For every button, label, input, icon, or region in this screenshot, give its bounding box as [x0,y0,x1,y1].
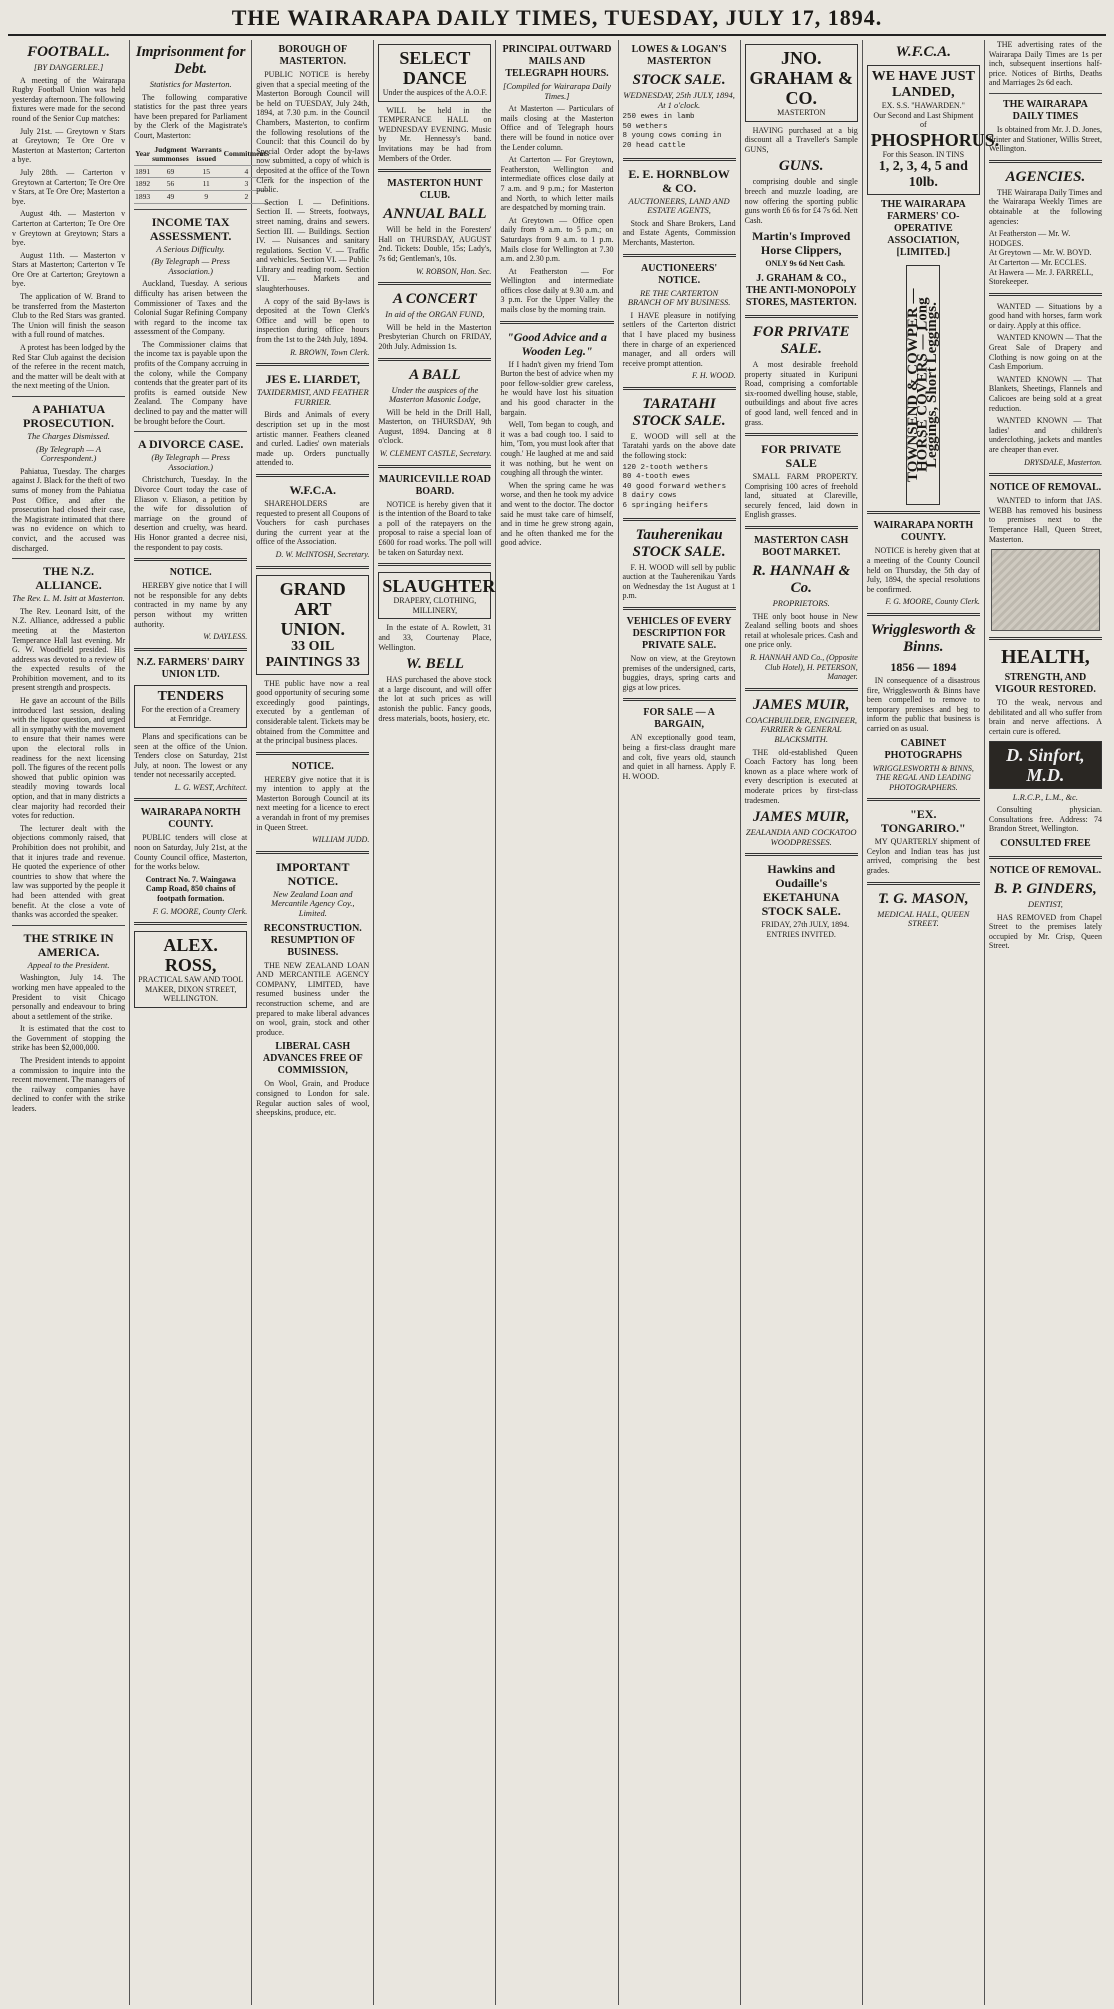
list-item: At Featherston — Mr. W. HODGES. [988,229,1071,248]
vehicles-heading: VEHICLES OF EVERY DESCRIPTION FOR PRIVATE SALE. [626,616,732,651]
divorce-telegraph-tag: (By Telegraph — Press Association.) [151,452,230,472]
tauherenikau-heading: Tauherenikau STOCK SALE. [632,526,726,560]
strike-paragraph: It is estimated that the cost to the Government of stopping the strike has been $2,000,000. [12,1024,126,1053]
slaughter-subheading: DRAPERY, CLOTHING, MILLINERY, [393,596,477,615]
masonic-ball-signature: W. CLEMENT CASTLE, Secretary. [379,449,492,459]
strike-paragraph: The President intends to appoint a commission to inquire into the recent movement. The managers of the railway companies have declined to confer with the strike leaders. [12,1056,126,1114]
hornblow-heading: E. E. HORNBLOW & CO. [628,166,730,195]
dairy-union-heading: N.Z. FARMERS' DAIRY UNION LTD. [136,656,245,680]
table-header: Judgment summonses [151,144,190,166]
binns-heading: Wrigglesworth & Binns. [870,621,976,655]
ross-subheading: PRACTICAL SAW AND TOOL MAKER, DIXON STREET, WELLINGTON. [138,975,244,1004]
column-rule [378,358,491,361]
muir-paragraph: THE old-established Queen Coach Factory has long been known as a place where work of every description is executed at moderate prices by first-class tradesmen. [744,747,858,805]
liardet-paragraph: Birds and Animals of every description set up in the most artistic manner. Feathers cleaned and curled. Ladies' own materials made up. Orders punctually attended to. [256,410,370,468]
column-rule [745,433,858,436]
townsend-vertical-advert: TOWNSEND & COWPER — HORSE COVERS — Long Leggings, Short Leggings. [906,265,940,505]
art-union-subheading: 33 OIL PAINTINGS 33 [265,638,360,670]
column-rule [500,321,613,324]
column-rule [256,752,369,755]
clippers-heading: Martin's Improved Horse Clippers, [752,229,851,258]
masonic-ball-heading: A BALL [409,366,461,383]
column-rule [256,363,369,366]
alliance-paragraph: He gave an account of the Bills introduced last session, dealing with the liquor question, and urged all in sympathy with the movement to ensure that their names were upon the electoral rolls in readiness for the next licensing poll. The figures of the recent polls showed that public opinion was steadily moving towards local option, and that in many districts a clear majority had recorded their votes for reduction. [12,696,126,821]
strike-subheading: Appeal to the President. [27,959,110,970]
mason-subheading: MEDICAL HALL, QUEEN STREET. [877,908,970,929]
table-cell: 9 [190,190,223,203]
table-cell: 1893 [134,190,151,203]
masthead: THE WAIRARAPA DAILY TIMES, TUESDAY, JULY 17, 1894. [8,6,1106,36]
column-rule [623,158,736,161]
mails-paragraph: At Featherston — For Wellington and intermediate offices close daily at 9.30 a.m. and 3 p.m. For the Upper Valley the mails close by the morning train. [500,266,614,315]
bargain-heading: FOR SALE — A BARGAIN, [643,707,715,731]
wanted-paragraph: WANTED KNOWN — That the Great Sale of Drapery and Clothing is now going on at the Cash Emporium. [988,333,1102,372]
phosphorus-paragraph: For this Season. IN TINS [882,149,965,159]
dance-heading: SELECT DANCE [399,48,471,88]
hawkins-paragraph: FRIDAY, 27th JULY, 1894. ENTRIES INVITED. [761,920,850,939]
muir-heading: JAMES MUIR, [752,696,850,713]
tenders-heading: TENDERS [157,688,224,704]
column-rule [378,169,491,172]
concert-heading: A CONCERT [392,291,477,308]
column-rule [623,254,736,257]
debt-paragraph: The following comparative statistics for the past three years have been prepared for Parliament by the Clerk of the Magistrate's Court, Masterton: [134,92,248,140]
important-notice-subheading: New Zealand Loan and Mercantile Agency Coy., Limited. [270,888,355,919]
column-rule [989,637,1102,640]
column-rule [623,698,736,701]
mason-heading: T. G. MASON, [877,890,969,907]
north-county-heading: WAIRARAPA NORTH COUNTY. [873,520,974,544]
tax-paragraph: Auckland, Tuesday. A serious difficulty has arisen between the Commissioner of Taxes and the Colonial Sugar Refining Company with regard to the income tax assessment of the Company. [134,279,248,337]
column-1 [8,40,130,2005]
column-rule [378,465,491,468]
annual-ball-heading: ANNUAL BALL [383,206,487,223]
art-union-paragraph: THE public have now a real good opportunity of securing some exceedingly good paintings, executed by a gentleman of considerable talent. Tickets may be obtained from the Committee and at the principal business places. [256,678,370,746]
wanted-paragraph: WANTED KNOWN — That Blankets, Sheetings, Flannels and Calicoes are being sold at a great reduction. [988,374,1102,413]
table-cell: 1891 [134,165,151,178]
wanted-paragraph: WANTED — Situations by a good hand with horses, farm work or dairy. Apply at this office. [988,301,1102,330]
notice-of-removal-heading: NOTICE OF REMOVAL. [989,482,1102,494]
private-sale-heading: FOR PRIVATE SALE [761,442,842,471]
borough-paragraph: PUBLIC NOTICE is hereby given that a special meeting of the Masterton Borough Council will be held on TUESDAY, July 24th, 1894, at 7.30 p.m. in the Council Chambers, Masterton, to confirm the following resolutions of the Council: that this Council do by Special Order adopt the by-laws now submitted, a copy of which is deposited at the office of the Town Clerk for the inspection of the public. [256,70,370,195]
liardet-subheading: TAXIDERMIST, AND FEATHER FURRIER. [256,387,369,407]
table-row [134,190,270,203]
notice-heading: NOTICE. [169,567,212,579]
important-notice-paragraph: THE NEW ZEALAND LOAN AND MERCANTILE AGENCY COMPANY, LIMITED, have resumed business under the reconstruction scheme, and are prepared to make liberal advances on wool, grain, stock and other produce. [256,960,370,1037]
vehicles-paragraph: Now on view, at the Greytown premises of the undersigned, carts, buggies, drays, spring carts and gigs at low prices. [622,654,736,692]
dance-subheading: Under the auspices of the A.O.F. [382,88,487,97]
consulted-free-heading: CONSULTED FREE [1000,837,1091,849]
concert-subheading: In aid of the ORGAN FUND, [385,309,485,320]
tax-telegraph-tag: (By Telegraph — Press Association.) [151,256,230,276]
auctioneers-heading: AUCTIONEERS' NOTICE. [641,262,718,286]
list-item: 20 head cattle [622,141,686,150]
fixture-line: August 11th. — Masterton v Stars at Masterton; Carterton v Te Ore Ore at Carterton; Greytown a bye. [12,250,126,289]
column-rule [623,387,736,390]
hannah-subheading: PROPRIETORS. [772,598,830,609]
slaughter-paragraph: In the estate of A. Rowlett, 31 and 33, Courtenay Place, Wellington. [378,623,492,652]
masonic-ball-subheading: Under the auspices of the Masterton Masonic Lodge, [388,384,481,405]
notice-paragraph: HEREBY give notice that it is my intention to apply at the Masterton Borough Council at its next meeting for a licence to erect a verandah in front of my premises in Queen Street. [256,774,370,832]
column-rule [989,473,1102,476]
taratahi-paragraph: E. WOOD will sell at the Taratahi yards on the above date the following stock: [622,431,736,461]
graham-heading: JNO. GRAHAM & CO. [749,48,853,108]
bell-paragraph: HAS purchased the above stock at a large discount, and will offer the lot at such prices as will astonish the public. Fancy goods, dress materials, boots, hosiery, etc. [378,675,492,723]
column-rule [745,688,858,691]
column-rule [134,922,247,925]
muir-subheading: COACHBUILDER, ENGINEER, FARRIER & GENERAL BLACKSMITH. [745,714,858,744]
sinfort-qualifications: L.R.C.P., L.M., &c. [1012,791,1079,802]
notice-of-removal-paragraph: WANTED to inform that JAS. WEBB has removed his business to premises next to the Temperance Hall, Queen Street, Masterton. [988,496,1102,544]
stock-sale-date: WEDNESDAY, 25th JULY, 1894, At 1 o'clock. [623,90,735,110]
landed-subheading: EX. S.S. "HAWARDEN." [881,101,965,110]
notice-heading: NOTICE. [291,760,334,772]
divorce-paragraph: Christchurch, Tuesday. In the Divorce Court today the case of Eliason v. Eliason, a petition by the wife for dissolution of marriage on the ground of desertion and cruelty, was heard. His Honor granted a decree nisi, the respondent to pay costs. [134,475,248,552]
story-paragraph: When the spring came he was worse, and then he took my advice and went to the doctor. The doctor said he must take care of himself, and in time he grew strong again, and he often thanked me for the good advice. [500,480,614,548]
agencies-paragraph: THE Wairarapa Daily Times and the Wairarapa Weekly Times are obtainable at the following agencies: [988,187,1102,226]
anti-monopoly-heading: J. GRAHAM & CO., THE ANTI-MONOPOLY STORES, MASTERTON. [745,272,857,308]
columns [8,40,1106,2005]
landed-heading: WE HAVE JUST LANDED, [871,69,975,100]
graham-advert [745,44,858,122]
column-rule [623,607,736,610]
health-heading: HEALTH, [1001,646,1090,669]
notice-paragraph: HEREBY give notice that I will not be responsible for any debts contracted in my name by any person without my written authority. [134,581,248,629]
binns-signature: WRIGGLESWORTH & BINNS, THE REGAL AND LEADING PHOTOGRAPHERS. [872,763,974,792]
football-byline: [BY DANGERLEE.] [33,62,104,72]
muir-heading: JAMES MUIR, [752,809,850,826]
tenders-advert [134,685,247,728]
pahiatua-telegraph-tag: (By Telegraph — A Correspondent.) [36,443,102,464]
wairarapa-county-heading: WAIRARAPA NORTH COUNTY. [140,807,241,831]
hornblow-subheading: AUCTIONEERS, LAND AND ESTATE AGENTS, [628,195,730,216]
daily-times-heading: THE WAIRARAPA DAILY TIMES [1002,98,1088,122]
column-rule [867,882,980,885]
mails-paragraph: At Greytown — Office open daily from 9 a.m. to 5 p.m.; on Saturdays from 9 a.m. to 1 p.m. Mails close for Wellington at 7.30 a.m. and 2.30 p.m. [500,215,614,264]
health-paragraph: TO the weak, nervous and debilitated and all who suffer from brain and nerve affections. A certain cure is offered. [988,698,1102,736]
tongariro-heading: "EX. TONGARIRO." [880,807,966,836]
column-8 [863,40,1000,2005]
column-rule [134,798,247,801]
football-heading: FOOTBALL. [27,44,111,60]
hawkins-heading: Hawkins and Oudaille's EKETAHUNA STOCK SALE. [761,862,841,919]
ross-advert [134,931,247,1008]
column-rule [12,396,125,397]
list-item: 8 young cows coming in [622,132,722,141]
auctioneers-subheading: RE THE CARTERTON BRANCH OF MY BUSINESS. [627,287,731,308]
private-sale-paragraph: SMALL FARM PROPERTY. Comprising 100 acres of freehold land, situated at Clareville, securely fenced, laid down in English grasses. [744,472,858,520]
column-rule [256,474,369,477]
debt-subheading: Statistics for Masterton. [149,79,232,89]
art-union-advert [256,575,369,675]
table-header: Commitments [223,144,270,166]
contract-paragraph: Contract No. 7. Waingawa Camp Road, 850 chains of footpath formation. [145,874,236,904]
column-rule [256,566,369,569]
list-item: 80 4-tooth ewes [622,473,691,482]
column-rule [867,511,980,514]
column-6 [619,40,741,2005]
bell-heading: W. BELL [405,656,464,673]
column-rule [745,853,858,856]
north-county-signature: F. G. MOORE, County Clerk. [885,597,980,607]
guns-heading: GUNS. [778,158,824,175]
table-cell: 1892 [134,178,151,191]
list-item: 40 good forward wethers [622,482,727,491]
landed-paragraph: Our Second and Last Shipment of [873,110,974,130]
table-header: Warrants issued [190,144,223,166]
mails-heading: PRINCIPAL OUTWARD MAILS AND TELEGRAPH HOURS. [502,44,612,79]
daily-times-paragraph: Is obtained from Mr. J. D. Jones, Printer and Stationer, Willis Street, Wellington. [988,124,1102,154]
wfca-heading: W.F.C.A. [895,44,951,60]
wanted-paragraph: WANTED KNOWN — That ladies' and children's underclothing, jackets and mantles are cheaper than ever. [988,416,1102,454]
landed-advert [867,65,1000,195]
column-rule [12,558,125,559]
liberal-advances-heading: LIBERAL CASH ADVANCES FREE OF COMMISSION, [262,1041,363,1077]
column-rule [989,293,1102,296]
column-9 [985,40,1106,2005]
tin-sizes: 1, 2, 3, 4, 5 and 10lb. [878,159,968,191]
dance-advert [378,44,491,102]
column-rule [745,315,858,318]
annual-ball-signature: W. ROBSON, Hon. Sec. [415,266,492,276]
list-item: At Hawera — Mr. J. FARRELL, Storekeeper. [988,267,1094,287]
muir-subheading: ZEALANDIA AND COCKATOO WOODPRESSES. [745,827,857,847]
ginders-paragraph: HAS REMOVED from Chapel Street to the premises lately occupied by Mr. Crisp, Queen Street. [988,912,1102,951]
column-rule [989,93,1102,94]
column-rule [989,856,1102,859]
table-row [134,178,270,191]
tax-paragraph: The Commissioner claims that the income tax is payable upon the profits of the Company accruing in the colony, while the Company contends that the greater part of its profits is earned outside New Zealand. The Company have declined to pay and the matter will be brought before the Court. [134,339,248,426]
auctioneers-signature: F. H. WOOD. [692,371,736,381]
column-rule [867,798,980,801]
alliance-heading: THE N.Z. ALLIANCE. [35,564,102,593]
stock-sale-heading: STOCK SALE. [632,72,726,88]
north-county-paragraph: NOTICE is hereby given that at a meeting of the County Council held on Thursday, the 5th day of July, 1894, the special resolutions be confirmed. [866,546,980,594]
borough-signature: R. BROWN, Town Clerk. [290,347,370,357]
road-board-paragraph: NOTICE is hereby given that it is the intention of the Board to take a poll of the ratepayers on the proposal to raise a special loan of £600 for road works. The poll will be taken on Saturday next. [378,499,492,557]
lowes-heading: LOWES & LOGAN'S MASTERTON [631,44,727,67]
notice-signature: WILLIAM JUDD. [312,835,370,845]
boot-market-heading: MASTERTON CASH BOOT MARKET. [754,535,849,559]
football-paragraph: A meeting of the Wairarapa Rugby Football Union was held yesterday afternoon. The following fixtures were made for the second round of the Senior Cup matches: [12,75,126,123]
clippers-paragraph: ONLY 9s 6d Nett Cash. [765,259,846,269]
strike-heading: THE STRIKE IN AMERICA. [23,930,114,959]
list-item: 120 2-tooth wethers [622,463,709,472]
column-rule [134,558,247,561]
column-rule [134,648,247,651]
bargain-paragraph: AN exceptionally good team, being a first-class draught mare and colt, five years old, staunch and quiet in all harness. Apply F. H. WOOD. [622,733,736,781]
mails-paragraph: At Masterton — Particulars of mails closing at the Masterton Office and of Telegraph hours there will be found in notice over the Lender column. [500,104,614,152]
story-paragraph: If I hadn't given my friend Tom Burton the best of advice when my poor fellow-soldier grew careless, he would have lost his situation and his good character in the bargain. [500,359,614,417]
fixture-line: July 21st. — Greytown v Stars at Greytown; Te Ore Ore v Masterton at Masterton; Carterton a bye. [12,126,126,165]
alliance-paragraph: The Rev. Leonard Isitt, of the N.Z. Alliance, addressed a public meeting at the Masterton Temperance Hall last evening. Mr G. W. Woodfield presided. His address was devoted to a review of the expected results of the Prohibition movement, and to its present strength and prospects. [12,606,126,693]
important-notice-heading: IMPORTANT NOTICE. [276,859,350,888]
tax-subheading: A Serious Difficulty. [156,243,225,254]
column-rule [134,209,247,210]
table-cell: 4 [223,165,270,178]
list-item: 250 ewes in lamb [622,113,695,122]
hunt-club-heading: MASTERTON HUNT CLUB. [387,178,483,202]
list-item: 6 springing heifers [622,502,709,511]
debt-stats-table [134,144,270,204]
column-rule [378,563,491,566]
debt-heading: Imprisonment for Debt. [135,44,246,77]
notice-signature: W. DAYLESS. [203,632,248,642]
horse-carriage-engraving [991,549,1100,631]
alliance-subheading: The Rev. L. M. Isitt at Masterton. [12,593,125,604]
pahiatua-heading: A PAHIATUA PROSECUTION. [23,402,115,430]
ginders-subheading: DENTIST, [1027,898,1063,909]
health-subheading: STRENGTH, AND VIGOUR RESTORED. [994,672,1096,696]
hannah-paragraph: THE only boot house in New Zealand selling boots and shoes retail at wholesale prices. Cash and one price only. [744,611,858,650]
table-cell: 56 [151,178,190,191]
table-cell: 49 [151,190,190,203]
graham-subheading: MASTERTON [777,108,826,117]
column-rule [623,518,736,521]
rates-paragraph: THE advertising rates of the Wairarapa Daily Times are 1s per inch, subsequent insertions half-price. Notices of Births, Deaths and Marriages 2s 6d each. [988,40,1102,88]
strike-paragraph: Washington, July 14. The working men have appealed to the President to visit Chicago personally and endeavour to bring about a settlement of the strike. [12,973,126,1021]
table-row [134,165,270,178]
table-cell: 15 [190,165,223,178]
list-item: At Carterton — Mr. ECCLES. [988,257,1087,267]
table-cell: 3 [223,178,270,191]
binns-paragraph: IN consequence of a disastrous fire, Wrigglesworth & Binns have been compelled to remove to temporary premises and beg to inform the public that business is carried on as usual. [866,675,980,733]
column-5 [496,40,618,2005]
divorce-heading: A DIVORCE CASE. [137,437,244,452]
tongariro-paragraph: MY QUARTERLY shipment of Ceylon and Indian teas has just arrived, comprising the best grades. [866,837,980,876]
column-rule [989,160,1102,163]
sinfort-advert [989,741,1102,789]
mails-paragraph: At Carterton — For Greytown, Featherston, Wellington and intermediate offices close daily at 7 a.m. and 9 p.m.; for Masterton and North, to which letter mails are despatched by morning train. [500,155,614,213]
binns-years: 1856 — 1894 [890,659,957,674]
agencies-heading: AGENCIES. [1005,168,1086,185]
removal-heading: NOTICE OF REMOVAL. [989,864,1102,876]
binns-photographs: CABINET PHOTOGRAPHS [884,737,963,761]
hornblow-paragraph: Stock and Share Brokers, Land and Estate Agents, Commission Merchants, Masterton. [622,218,736,247]
liberal-advances-paragraph: On Wool, Grain, and Produce consigned to London for sale. Regular auction sales of wool, sheepskins, produce, etc. [256,1079,370,1118]
tenders-subheading: For the erection of a Creamery at Fernridge. [141,704,240,724]
football-paragraph: A protest has been lodged by the Red Star Club against the decision of the referee in the recent match, and the matter will be dealt with at the next meeting of the Union. [12,343,126,391]
column-2 [130,40,270,2005]
column-rule [867,613,980,616]
column-rule [12,925,125,926]
farmers-association-heading: THE WAIRARAPA FARMERS' CO-OPERATIVE ASSOCIATION, [LIMITED.] [880,199,966,259]
borough-paragraph: Section I. — Definitions. Section II. — Streets, footways, street naming, drains and sewers. Section III. — Buildings. Section IV. — Nuisances and sanitary regulations. Section V. — Traffic and vehicles. Section VI. — Public Library and reading room. Section VII. — Markets and slaughterhouses. [256,197,370,294]
table-cell: 11 [190,178,223,191]
annual-ball-paragraph: Will be held in the Foresters' Hall on THURSDAY, AUGUST 2nd. Tickets: Double, 15s; Lady's, 7s 6d; Gentleman's, 10s. [378,225,492,263]
column-rule [134,431,247,432]
masonic-ball-paragraph: Will be held in the Drill Hall, Masterton, on THURSDAY, 9th August, 1894. Dancing at 8 o'clock. [378,407,492,446]
borough-heading: BOROUGH OF MASTERTON. [278,44,348,67]
sinfort-paragraph: Consulting physician. Consultations free. Address: 74 Brandon Street, Wellington. [988,805,1102,834]
story-heading: "Good Advice and a Wooden Leg." [507,329,607,358]
wairarapa-county-paragraph: PUBLIC tenders will close at noon on Saturday, July 21st, at the County Council office, Masterton, for the works below. [134,833,248,872]
private-sale-paragraph: A most desirable freehold property situated in Kuripuni Road, comprising a comfortable six-roomed dwelling house, stable, outbuildings and about five acres of good land, well fenced and in grass. [744,359,858,427]
art-union-heading: GRAND ART UNION. [279,578,346,639]
mails-subheading: [Compiled for Wairarapa Daily Times.] [502,81,612,101]
slaughter-advert [378,572,496,619]
private-sale-heading: FOR PRIVATE SALE. [752,323,850,357]
road-board-heading: MAURICEVILLE ROAD BOARD. [378,473,491,497]
tauherenikau-paragraph: F. H. WOOD will sell by public auction at the Tauherenikau Yards on Wednesday the 1st August at 1 p.m. [622,562,736,601]
wfca-heading: W.F.C.A. [289,482,336,497]
table-cell: 2 [223,190,270,203]
slaughter-heading: SLAUGHTER [382,576,496,597]
column-4 [374,40,496,2005]
list-item: 8 dairy cows [622,492,677,501]
tenders-signature: L. G. WEST, Architect. [174,782,248,792]
sinfort-signature: D. Sinfort, M.D. [1006,744,1085,785]
wfca-signature: D. W. McINTOSH, Secretary. [275,549,370,559]
fixture-line: August 4th. — Masterton v Carterton at Carterton; Te Ore Ore v Greytown at Greytown; Stars a bye. [12,209,126,248]
pahiatua-subheading: The Charges Dismissed. [27,431,110,441]
list-item: 50 wethers [622,122,668,131]
tenders-paragraph: Plans and specifications can be seen at the office of the Union. Tenders close on Saturday, 21st July, at noon. The lowest or any tender not necessarily accepted. [134,731,248,780]
concert-paragraph: Will be held in the Masterton Presbyterian Church on FRIDAY, 20th July. Admission 1s. [378,322,492,351]
column-rule [378,282,491,285]
contract-signature: F. G. MOORE, County Clerk. [152,906,248,916]
fixture-line: July 28th. — Carterton v Greytown at Carterton; Te Ore Ore v Stars, at Te Ore Ore; Masterton a bye. [12,167,126,206]
column-rule [745,526,858,529]
ginders-heading: B. P. GINDERS, [994,880,1097,897]
table-header: Year [134,144,151,166]
guns-paragraph: comprising double and single breech and muzzle loading, are now offering the sporting public guns worth £6 6s for £4 7s 6d. Nett Cash. [744,177,858,225]
table-cell: 69 [151,165,190,178]
ross-heading: ALEX. ROSS, [163,935,218,976]
list-item: At Greytown — Mr. W. BOYD. [988,248,1092,258]
story-paragraph: Well, Tom began to cough, and it was a bad cough too. I said to him, 'Tom, you must look after that cough.' He laughed at me and said it was nothing, but he went on coughing all through the winter. [500,420,614,478]
liardet-heading: JES E. LIARDET, [265,372,361,387]
column-3 [252,40,374,2005]
hannah-signature: R. HANNAH AND Co., (Opposite Club Hotel), H. PETERSON, Manager. [750,653,858,682]
football-paragraph: The application of W. Brand to be transferred from the Masterton Club to the Red Stars was granted. The Union will finish the season with a full round of matches. [12,292,126,340]
auctioneers-paragraph: I HAVE pleasure in notifying settlers of the Carterton district that I have placed my business there in charge of an experienced manager, and all orders will receive prompt attention. [622,310,736,368]
alliance-paragraph: The lecturer dealt with the objections commonly raised, that Prohibition does not prohibit, and that it injures trade and revenue. He quoted the experience of other countries to show that where the law was supported by the people it had been attended with great benefit. At the close a vote of thanks was accorded the speaker. [12,823,126,920]
phosphorus-heading: PHOSPHORUS. [870,129,1000,150]
tax-heading: INCOME TAX ASSESSMENT. [149,214,232,243]
hannah-heading: R. HANNAH & Co. [752,563,851,597]
taratahi-heading: TARATAHI STOCK SALE. [632,395,726,429]
pahiatua-paragraph: Pahiatua, Tuesday. The charges against J. Black for the theft of two sums of money from the Pahiatua Post Office, and after the prosecution had closed their case, the Magistrate intimated that there was no evidence on which to convict, and the accused was discharged. [12,466,126,553]
reconstruction-heading: RECONSTRUCTION. RESUMPTION OF BUSINESS. [263,922,362,958]
graham-paragraph: HAVING purchased at a big discount all a Traveller's Sample GUNS, [744,125,858,154]
drysdale-signature: DRYSDALE, Masterton. [1024,457,1102,467]
wfca-paragraph: SHAREHOLDERS are requested to present all Coupons of Vouchers for cash purchases during the current year at the office of the Association. [256,498,370,547]
column-7 [741,40,863,2005]
column-rule [256,851,369,854]
dance-paragraph: WILL be held in the TEMPERANCE HALL on WEDNESDAY EVENING. Music by Mr. Hennessy's band. Invitations may be had from Members of the Order. [378,105,492,163]
table-header-row [134,144,270,166]
borough-paragraph: A copy of the said By-laws is deposited at the Town Clerk's Office and will be open to inspection during office hours from the 1st to the 24th July, 1894. [256,296,370,345]
